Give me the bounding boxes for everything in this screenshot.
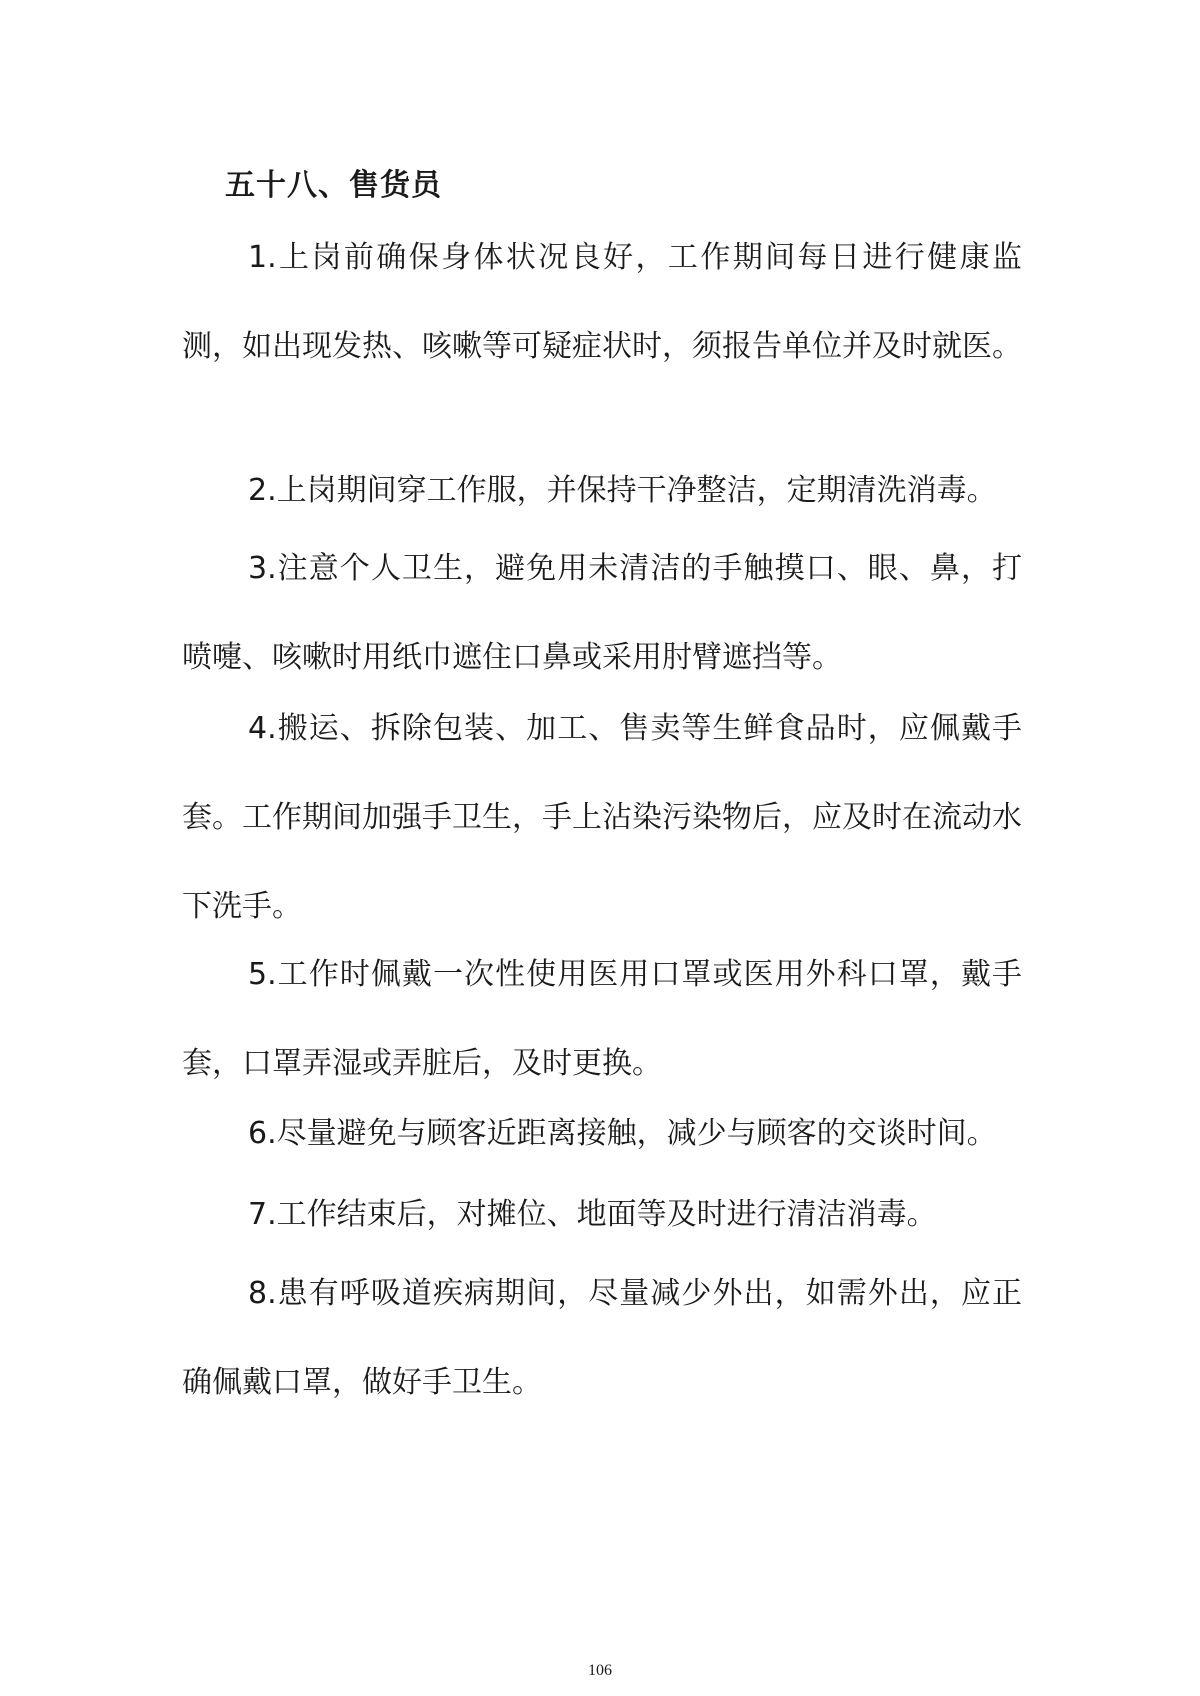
list-item-5: 5.工作时佩戴一次性使用医用口罩或医用外科口罩，戴手套，口罩弄湿或弄脏后，及时更换。	[182, 957, 1022, 1081]
list-item-1: 1.上岗前确保身体状况良好，工作期间每日进行健康监测，如出现发热、咳嗽等可疑症状时，须报告单位并及时就医。	[182, 240, 1022, 364]
list-item-8: 8.患有呼吸道疾病期间，尽量减少外出，如需外出，应正确佩戴口罩，做好手卫生。	[182, 1276, 1022, 1400]
section-title: 五十八、售货员	[225, 168, 442, 203]
list-item-6: 6.尽量避免与顾客近距离接触，减少与顾客的交谈时间。	[248, 1116, 997, 1151]
list-item-7: 7.工作结束后，对摊位、地面等及时进行清洁消毒。	[248, 1197, 937, 1232]
list-item-3: 3.注意个人卫生，避免用未清洁的手触摸口、眼、鼻，打喷嚏、咳嗽时用纸巾遮住口鼻或采用肘臂遮挡等。	[182, 551, 1022, 675]
list-item-4: 4.搬运、拆除包装、加工、售卖等生鲜食品时，应佩戴手套。工作期间加强手卫生，手上沾染污染物后，应及时在流动水下洗手。	[182, 711, 1022, 924]
list-item-2: 2.上岗期间穿工作服，并保持干净整洁，定期清洗消毒。	[248, 473, 997, 508]
page-number: 106	[588, 1662, 612, 1679]
